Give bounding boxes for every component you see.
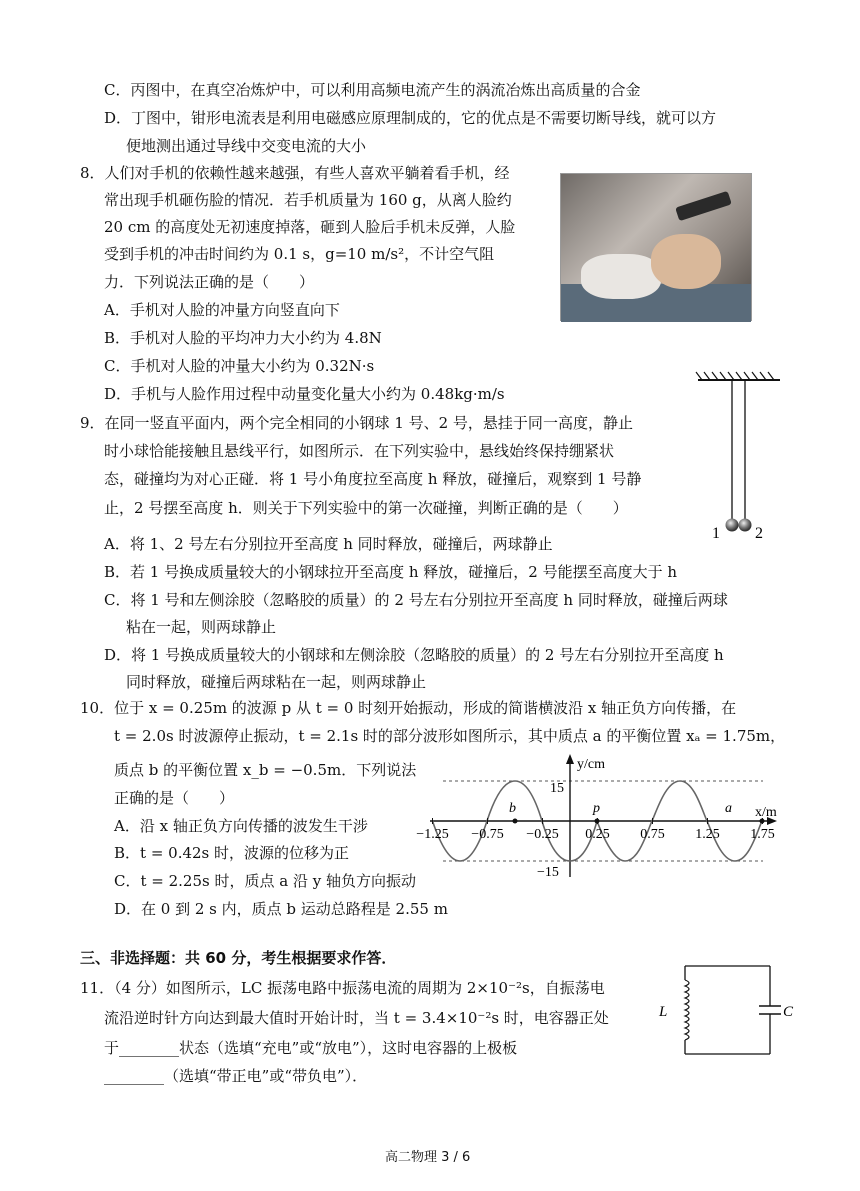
q11-stem-line2: 流沿逆时针方向达到最大值时开始计时，当 t = 3.4×10⁻²s 时，电容器正处 <box>104 1009 609 1027</box>
q9-option-c-line2: 粘在一起，则两球静止 <box>126 618 277 636</box>
q10-option-c: C．t = 2.25s 时，质点 a 沿 y 轴负方向振动 <box>114 872 416 890</box>
q9-stem-line3: 态，碰撞均为对心正碰．将 1 号小角度拉至高度 h 释放，碰撞后，观察到 1 号静 <box>104 470 642 488</box>
ball-2 <box>739 519 752 532</box>
lc-circuit-diagram <box>655 960 795 1060</box>
y-axis-label: y/cm <box>577 757 605 772</box>
x-tick-label: 1.25 <box>695 827 720 842</box>
x-tick-label: −1.25 <box>416 827 449 842</box>
q11-stem-line1: 11．（4 分）如图所示，LC 振荡电路中振荡电流的周期为 2×10⁻²s，自振荡电 <box>80 979 605 997</box>
q9-option-b: B．若 1 号换成质量较大的小钢球拉开至高度 h 释放，碰撞后，2 号能摆至高度大于 h <box>104 563 678 581</box>
page-footer: 高二物理 3 / 6 <box>385 1150 471 1165</box>
y-tick-15: 15 <box>550 781 564 796</box>
x-tick-label: 1.75 <box>750 827 775 842</box>
q11-stem-line4: ________（选填“带正电”或“带负电”）． <box>104 1067 368 1085</box>
q10-stem-line4: 正确的是（ ） <box>114 789 235 807</box>
ball-label-2: 2 <box>755 525 763 542</box>
q10-stem-line3: 质点 b 的平衡位置 x_b = −0.5m．下列说法 <box>114 761 417 779</box>
q8-stem-line3: 20 cm 的高度处无初速度掉落，砸到人脸后手机未反弹，人脸 <box>104 218 516 236</box>
wave-graph <box>416 752 785 882</box>
q7-option-d-line1: D．丁图中，钳形电流表是利用电磁感应原理制成的，它的优点是不需要切断导线，就可以方 <box>104 109 717 127</box>
x-axis-label: x/m <box>755 805 777 820</box>
q8-option-d: D．手机与人脸作用过程中动量变化量大小约为 0.48kg·m/s <box>104 385 505 403</box>
q8-stem-line2: 常出现手机砸伤脸的情况．若手机质量为 160 g，从离人脸约 <box>104 191 512 209</box>
label-p: p <box>593 801 600 816</box>
x-tick-label: −0.25 <box>526 827 559 842</box>
q8-stem-line4: 受到手机的冲击时间约为 0.1 s，g=10 m/s²，不计空气阻 <box>104 245 495 263</box>
q10-option-a: A．沿 x 轴正负方向传播的波发生干涉 <box>114 817 368 835</box>
y-tick-neg15: −15 <box>537 865 559 880</box>
inductor-coil <box>685 980 689 1040</box>
label-b: b <box>509 801 516 816</box>
q7-option-c: C．丙图中，在真空冶炼炉中，可以利用高频电流产生的涡流冶炼出高质量的合金 <box>104 81 641 99</box>
x-tick-label: 0.75 <box>640 827 665 842</box>
q10-stem-line2: t = 2.0s 时波源停止振动，t = 2.1s 时的部分波形如图所示，其中质点 a 的平衡位置 xₐ = 1.75m， <box>114 727 786 745</box>
q8-stem-line1: 8．人们对手机的依赖性越来越强，有些人喜欢平躺着看手机，经 <box>80 164 510 182</box>
q8-option-a: A．手机对人脸的冲量方向竖直向下 <box>104 301 340 319</box>
q8-option-c: C．手机对人脸的冲量大小约为 0.32N·s <box>104 357 375 375</box>
q8-stem-line5: 力．下列说法正确的是（ ） <box>104 273 315 291</box>
q9-option-d-line1: D．将 1 号换成质量较大的小钢球和左侧涂胶（忽略胶的质量）的 2 号左右分别拉开至高度 h <box>104 646 724 664</box>
phone-photo <box>560 173 752 321</box>
q10-option-b: B．t = 0.42s 时，波源的位移为正 <box>114 844 350 862</box>
q9-stem-line2: 时小球恰能接触且悬线平行，如图所示．在下列实验中，悬线始终保持绷紧状 <box>104 442 615 460</box>
q9-stem-line4: 止，2 号摆至高度 h．则关于下列实验中的第一次碰撞，判断正确的是（ ） <box>104 499 628 517</box>
q9-option-a: A．将 1、2 号左右分别拉开至高度 h 同时释放，碰撞后，两球静止 <box>104 535 553 553</box>
q9-option-d-line2: 同时释放，碰撞后两球粘在一起，则两球静止 <box>126 673 427 691</box>
point-b <box>513 819 518 824</box>
ball-1 <box>726 519 739 532</box>
q10-stem-line1: 10．位于 x = 0.25m 的波源 p 从 t = 0 时刻开始振动，形成的简谐横波沿 x 轴正负方向传播，在 <box>80 699 737 717</box>
section-3-heading: 三、非选择题：共 60 分，考生根据要求作答． <box>80 949 397 967</box>
q7-option-d-line2: 便地测出通过导线中交变电流的大小 <box>126 137 367 155</box>
x-tick-label: 0.25 <box>585 827 610 842</box>
q8-option-b: B．手机对人脸的平均冲力大小约为 4.8N <box>104 329 382 347</box>
x-tick-label: −0.75 <box>471 827 504 842</box>
pendulum-diagram <box>690 368 790 548</box>
q9-option-c-line1: C．将 1 号和左侧涂胶（忽略胶的质量）的 2 号左右分别拉开至高度 h 同时释放，碰撞后两球 <box>104 591 728 609</box>
ball-label-1: 1 <box>712 525 720 542</box>
capacitor-label: C <box>783 1004 794 1020</box>
q10-option-d: D．在 0 到 2 s 内，质点 b 运动总路程是 2.55 m <box>114 900 448 918</box>
label-a: a <box>725 801 732 816</box>
y-axis-arrow <box>566 754 574 764</box>
inductor-label: L <box>659 1004 668 1020</box>
q11-stem-line3: 于________状态（选填“充电”或“放电”），这时电容器的上极板 <box>104 1039 518 1057</box>
q9-stem-line1: 9．在同一竖直平面内，两个完全相同的小钢球 1 号、2 号，悬挂于同一高度，静止 <box>80 414 633 432</box>
